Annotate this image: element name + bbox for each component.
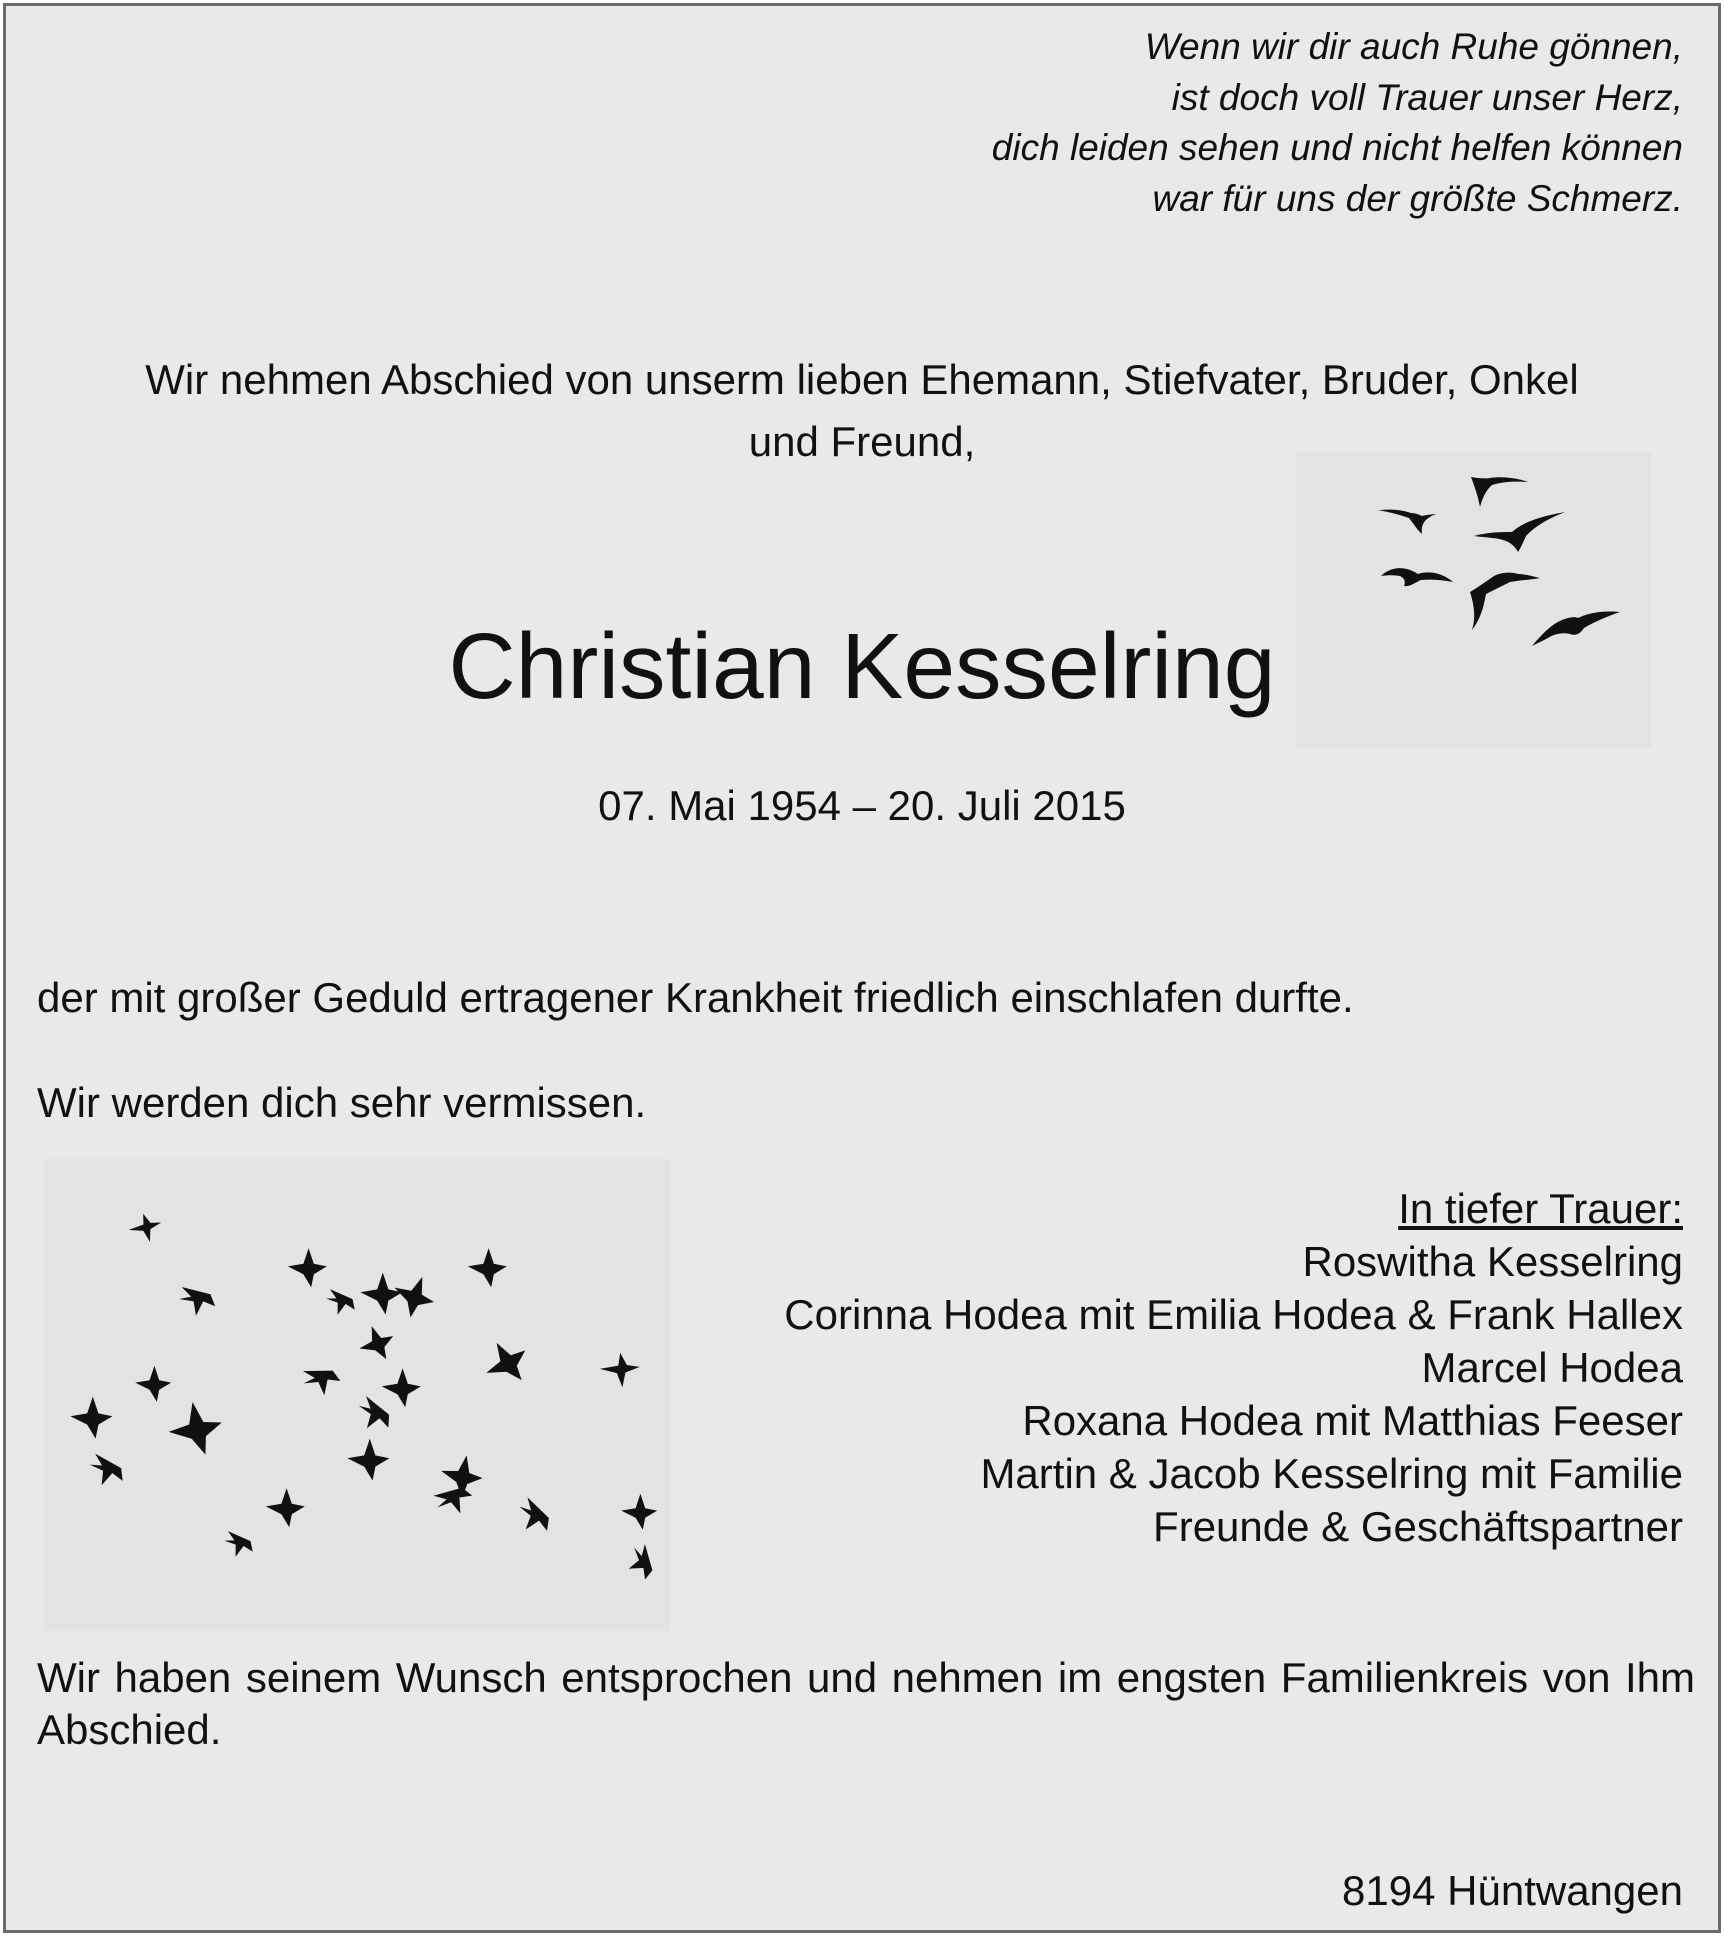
closing-text: Wir haben seinem Wunsch entsprochen und nehmen im engsten Familienkreis von Ihm Abschied. <box>37 1654 1695 1753</box>
body-text: Wir werden dich sehr vermissen. <box>37 1079 647 1126</box>
bird-flock-icon <box>44 1159 670 1631</box>
life-dates: 07. Mai 1954 – 20. Juli 2015 <box>598 782 1126 829</box>
body-text: der mit großer Geduld ertragener Krankheit friedlich einschlafen durfte. <box>37 974 1354 1021</box>
intro-line: Wir nehmen Abschied von unserm lieben Ehemann, Stiefvater, Bruder, Onkel <box>145 356 1579 403</box>
location: 8194 Hüntwangen <box>1342 1867 1683 1914</box>
poem <box>992 22 1683 224</box>
mourners-list <box>784 1182 1683 1553</box>
obituary-notice <box>3 3 1721 1933</box>
poem-line: dich leiden sehen und nicht helfen können <box>991 127 1683 168</box>
mourner-name: Roswitha Kesselring <box>1302 1238 1683 1285</box>
deceased-name: Christian Kesselring <box>448 614 1276 718</box>
mourner-name: Marcel Hodea <box>1421 1344 1683 1391</box>
mourner-name: Roxana Hodea mit Matthias Feeser <box>1022 1397 1683 1444</box>
poem-line: war für uns der größte Schmerz. <box>1152 177 1683 219</box>
poem-line: ist doch voll Trauer unser Herz, <box>1171 76 1683 118</box>
poem-line: Wenn wir dir auch Ruhe gönnen, <box>1144 26 1683 67</box>
mourners-heading: In tiefer Trauer: <box>1398 1185 1683 1232</box>
mourner-name: Freunde & Geschäftspartner <box>1153 1503 1683 1550</box>
intro-line: und Freund, <box>748 418 976 465</box>
mourner-name: Martin & Jacob Kesselring mit Familie <box>980 1450 1683 1497</box>
mourner-name: Corinna Hodea mit Emilia Hodea & Frank Hallex <box>784 1291 1683 1338</box>
